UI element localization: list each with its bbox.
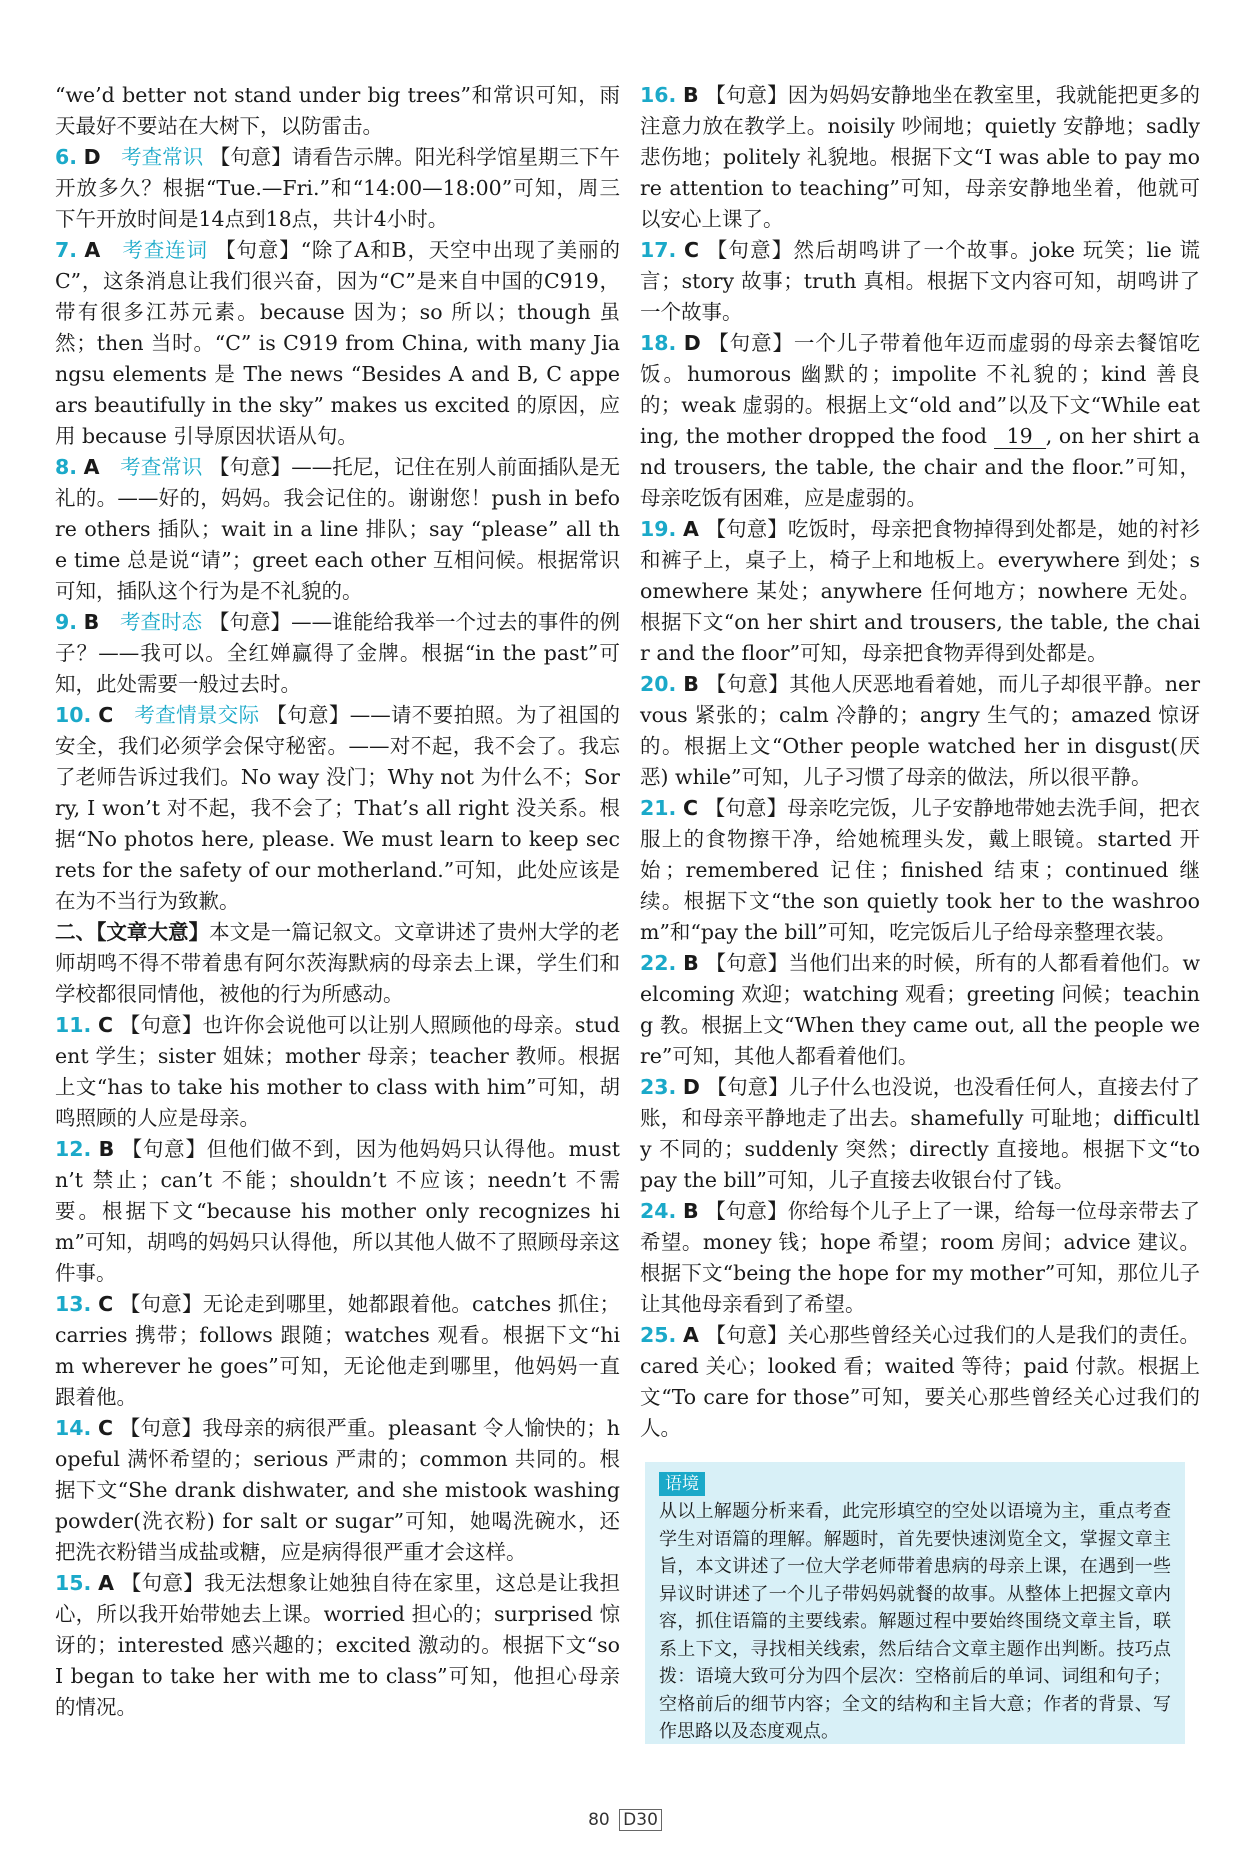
answer-item-6 <box>55 142 620 235</box>
explanation-text: 当他们出来的时候，所有的人都看着他们。welcoming 欢迎；watching 观看；greeting 问候；teaching 教。根据上文“When they came out, all the people were”可知，其他人都看着他们。 <box>640 951 1200 1068</box>
answer-letter: B <box>683 951 699 975</box>
sentence-label: 【句意】 <box>215 238 301 262</box>
item-number: 17. <box>640 238 677 262</box>
answer-letter: C <box>98 703 114 727</box>
continuation-text: “we’d better not stand under big trees”和常识可知，雨天最好不要站在大树下，以防雷击。 <box>55 83 620 138</box>
explanation-text: 无论走到哪里，她都跟着他。catches 抓住；carries 携带；follows 跟随；watches 观看。根据下文“him wherever he goes”可知，无论他走到哪里，他妈妈一直跟着他。 <box>55 1292 620 1409</box>
sentence-label: 【句意】 <box>708 331 794 355</box>
explanation-text: 一个儿子带着他年迈而虚弱的母亲去餐馆吃饭。humorous 幽默的；impolite 不礼貌的；kind 善良的；weak 虚弱的。根据上文“old and”以及下文“While eating, the mother dropped the food <box>640 331 1200 448</box>
item-number: 18. <box>640 331 677 355</box>
context-tip-box <box>645 1462 1185 1744</box>
explanation-text: 你给每个儿子上了一课，给每一位母亲带去了希望。money 钱；hope 希望；room 房间；advice 建议。根据下文“being the hope for my mother”可知，那位儿子让其他母亲看到了希望。 <box>640 1199 1200 1316</box>
category-tag: 考查情景交际 <box>134 703 260 727</box>
answer-letter: D <box>683 331 701 355</box>
sentence-label: 【句意】 <box>705 1199 788 1223</box>
item-number: 15. <box>55 1571 92 1595</box>
answer-item-25 <box>640 1320 1200 1444</box>
category-tag: 考查常识 <box>121 145 204 169</box>
answer-letter: B <box>682 83 699 107</box>
sentence-label: 【句意】 <box>705 517 788 541</box>
answer-letter: D <box>682 1075 700 1099</box>
answer-item-23 <box>640 1072 1200 1196</box>
explanation-text: 吃饭时，母亲把食物掉得到处都是，她的衬衫和裤子上，桌子上，椅子上和地板上。everywhere 到处；somewhere 某处；anywhere 任何地方；nowhere 无处。根据下文“on her shirt and trousers, the table, the chair and the floor”可知，母亲把食物弄得到处都是。 <box>640 517 1200 665</box>
explanation-text: 我无法想象让她独自待在家里，这总是让我担心，所以我开始带她去上课。worried 担心的；surprised 惊讶的；interested 感兴趣的；excited 激动的。根据下文“so I began to take her with me to class”可知，他担心母亲的情况。 <box>55 1571 620 1719</box>
explanation-text: ——请不要拍照。为了祖国的安全，我们必须学会保守秘密。——对不起，我不会了。我忘了老师告诉过我们。No way 没门；Why not 为什么不；Sorry, I won’t 对不起，我不会了；That’s all right 没关系。根据“No photos here, please. We must learn to keep secrets for the safety of our motherland.”可知，此处应该是在为不当行为致歉。 <box>55 703 620 913</box>
sentence-label: 【句意】 <box>706 238 794 262</box>
sentence-label: 【句意】 <box>208 610 292 634</box>
sentence-label: 【句意】 <box>705 83 788 107</box>
item-number: 8. <box>55 455 78 479</box>
answer-letter: C <box>98 1013 114 1037</box>
sentence-label: 【句意】 <box>119 1292 203 1316</box>
item-number: 11. <box>55 1013 92 1037</box>
answer-item-10 <box>55 700 620 917</box>
item-number: 21. <box>640 796 677 820</box>
answer-letter: B <box>682 1199 699 1223</box>
answer-letter: C <box>98 1292 114 1316</box>
answer-letter: C <box>683 796 699 820</box>
answer-item-13 <box>55 1289 620 1413</box>
sentence-label: 【句意】 <box>705 672 790 696</box>
category-tag: 考查常识 <box>120 455 203 479</box>
page-footer <box>0 1810 1250 1830</box>
explanation-text-cont: , on her shirt and trousers, the table, the chair and the floor.”可知，母亲吃饭有困难，应是虚弱的。 <box>640 424 1200 510</box>
section-text: 本文是一篇记叙文。文章讲述了贵州大学的老师胡鸣不得不带着患有阿尔茨海默病的母亲去上课，学生们和学校都很同情他，被他的行为所感动。 <box>55 920 621 1006</box>
category-tag: 考查时态 <box>119 610 203 634</box>
tip-badge: 语境 <box>659 1472 705 1496</box>
sentence-label: 【句意】 <box>266 703 350 727</box>
item-number: 24. <box>640 1199 677 1223</box>
answer-item-9 <box>55 607 620 700</box>
item-number: 10. <box>55 703 92 727</box>
blank-number: 19 <box>994 424 1046 449</box>
sentence-label: 【句意】 <box>705 1323 788 1347</box>
answer-item-19 <box>640 514 1200 669</box>
page-code: D30 <box>619 1809 662 1831</box>
item-number: 6. <box>55 145 78 169</box>
answer-item-18 <box>640 328 1200 514</box>
answer-letter: D <box>83 145 101 169</box>
sentence-label: 【句意】 <box>119 1013 203 1037</box>
item-number: 16. <box>640 83 677 107</box>
tip-text: 从以上解题分析来看，此完形填空的空处以语境为主，重点考查学生对语篇的理解。解题时，首先要快速浏览全文，掌握文章主旨，本文讲述了一位大学老师带着患病的母亲上课，在遇到一些异议时讲述了一个儿子带妈妈就餐的故事。从整体上把握文章内容，抓住语篇的主要线索。解题过程中要始终围绕文章主旨，联系上下文，寻找相关线索，然后结合文章主题作出判断。技巧点拨：语境大致可分为四个层次：空格前后的单词、词组和句子；空格前后的细节内容；全文的结构和主旨大意；作者的背景、写作思路以及态度观点。 <box>659 1501 1171 1742</box>
answer-item-17 <box>640 235 1200 328</box>
explanation-text: 请看告示牌。阳光科学馆星期三下午开放多久？根据“Tue.—Fri.”和“14:00—18:00”可知，周三下午开放时间是14点到18点，共计4小时。 <box>55 145 621 231</box>
item-number: 14. <box>55 1416 92 1440</box>
answer-item-7 <box>55 235 620 452</box>
page-number: 80 <box>588 1810 610 1830</box>
sentence-label: 【句意】 <box>706 1075 789 1099</box>
explanation-text: 儿子什么也没说，也没看任何人，直接去付了账，和母亲平静地走了出去。shamefully 可耻地；difficultly 不同的；suddenly 突然；directly 直接地。根据下文“to pay the bill”可知，儿子直接去收银台付了钱。 <box>640 1075 1201 1192</box>
answer-letter: A <box>682 1323 699 1347</box>
sentence-label: 【句意】 <box>121 1137 207 1161</box>
explanation-text: ——谁能给我举一个过去的事件的例子？——我可以。全红婵赢得了金牌。根据“in the past”可知，此处需要一般过去时。 <box>55 610 621 696</box>
explanation-text: 然后胡鸣讲了一个故事。joke 玩笑；lie 谎言；story 故事；truth 真相。根据下文内容可知，胡鸣讲了一个故事。 <box>640 238 1200 324</box>
answer-letter: C <box>98 1416 114 1440</box>
item-number: 23. <box>640 1075 677 1099</box>
answer-item-16 <box>640 80 1200 235</box>
explanation-text: 我母亲的病很严重。pleasant 令人愉快的；hopeful 满怀希望的；serious 严肃的；common 共同的。根据下文“She drank dishwater, and she mistook washing powder(洗衣粉) for salt or sugar”可知，她喝洗碗水，还把洗衣粉错当成盐或糖，应是病得很严重才会这样。 <box>55 1416 620 1564</box>
answer-item-22 <box>640 948 1200 1072</box>
answer-item-12 <box>55 1134 620 1289</box>
item-number: 13. <box>55 1292 92 1316</box>
answer-letter: A <box>98 1571 115 1595</box>
answer-letter: C <box>684 238 700 262</box>
sentence-label: 【句意】 <box>119 1416 203 1440</box>
answer-item-20 <box>640 669 1200 793</box>
answer-item-14 <box>55 1413 620 1568</box>
section-summary <box>55 917 620 1010</box>
item-number: 25. <box>640 1323 677 1347</box>
answer-letter: B <box>683 672 699 696</box>
answer-item-15 <box>55 1568 620 1723</box>
answer-letter: A <box>682 517 699 541</box>
explanation-text: 其他人厌恶地看着她，而儿子却很平静。nervous 紧张的；calm 冷静的；angry 生气的；amazed 惊讶的。根据上文“Other people watched her in disgust(厌恶) while”可知，儿子习惯了母亲的做法，所以很平静。 <box>640 672 1200 789</box>
answer-item-8 <box>55 452 620 607</box>
answer-item-21 <box>640 793 1200 948</box>
answer-item-24 <box>640 1196 1200 1320</box>
explanation-text: ——托尼，记住在别人前面插队是无礼的。——好的，妈妈。我会记住的。谢谢您！push in before others 插队；wait in a line 排队；say “please” all the time 总是说“请”；greet each other 互相问候。根据常识可知，插队这个行为是不礼貌的。 <box>55 455 620 603</box>
sentence-label: 【句意】 <box>704 796 788 820</box>
answer-letter: B <box>83 610 100 634</box>
answer-letter: A <box>83 455 100 479</box>
answer-letter: B <box>98 1137 115 1161</box>
explanation-text: “除了A和B，天空中出现了美丽的C”，这条消息让我们很兴奋，因为“C”是来自中国的C919，带有很多江苏元素。because 因为；so 所以；though 虽然；then 当时。“C” is C919 from China, with many Jiangsu elements 是 The news “Besides A and B, C appears beautifully in the sky” makes us excited 的原因，应用 because 引导原因状语从句。 <box>55 238 620 448</box>
section-heading: 二、【文章大意】 <box>55 920 210 944</box>
right-column <box>640 80 1200 1444</box>
answer-letter: A <box>84 238 101 262</box>
explanation-text: 但他们做不到，因为他妈妈只认得他。mustn’t 禁止；can’t 不能；shouldn’t 不应该；needn’t 不需要。根据下文“because his mother only recognizes him”可知，胡鸣的妈妈只认得他，所以其他人做不了照顾母亲这件事。 <box>55 1137 620 1285</box>
left-column <box>55 80 620 1723</box>
sentence-label: 【句意】 <box>120 1571 205 1595</box>
item-number: 12. <box>55 1137 92 1161</box>
item-number: 22. <box>640 951 677 975</box>
explanation-text: 母亲吃完饭，儿子安静地带她去洗手间，把衣服上的食物擦干净，给她梳理头发，戴上眼镜。started 开始；remembered 记住；finished 结束；continued 继续。根据下文“the son quietly took her to the washroom”和“pay the bill”可知，吃完饭后儿子给母亲整理衣装。 <box>640 796 1201 944</box>
item-number: 7. <box>55 238 78 262</box>
explanation-text: 关心那些曾经关心过我们的人是我们的责任。cared 关心；looked 看；waited 等待；paid 付款。根据上文“To care for those”可知，要关心那些曾经关心过我们的人。 <box>640 1323 1200 1440</box>
item-number: 19. <box>640 517 677 541</box>
category-tag: 考查连词 <box>122 238 208 262</box>
explanation-text: 也许你会说他可以让别人照顾他的母亲。student 学生；sister 姐妹；mother 母亲；teacher 教师。根据上文“has to take his mother to class with him”可知，胡鸣照顾的人应是母亲。 <box>55 1013 620 1130</box>
sentence-label: 【句意】 <box>705 951 789 975</box>
sentence-label: 【句意】 <box>208 455 292 479</box>
item-number: 9. <box>55 610 78 634</box>
answer-item-11 <box>55 1010 620 1134</box>
item-number: 20. <box>640 672 677 696</box>
sentence-label: 【句意】 <box>209 145 292 169</box>
explanation-text: 因为妈妈安静地坐在教室里，我就能把更多的注意力放在教学上。noisily 吵闹地；quietly 安静地；sadly 悲伤地；politely 礼貌地。根据下文“I was able to pay more attention to teaching”可知，母亲安静地坐着，他就可以安心上课了。 <box>640 83 1200 231</box>
